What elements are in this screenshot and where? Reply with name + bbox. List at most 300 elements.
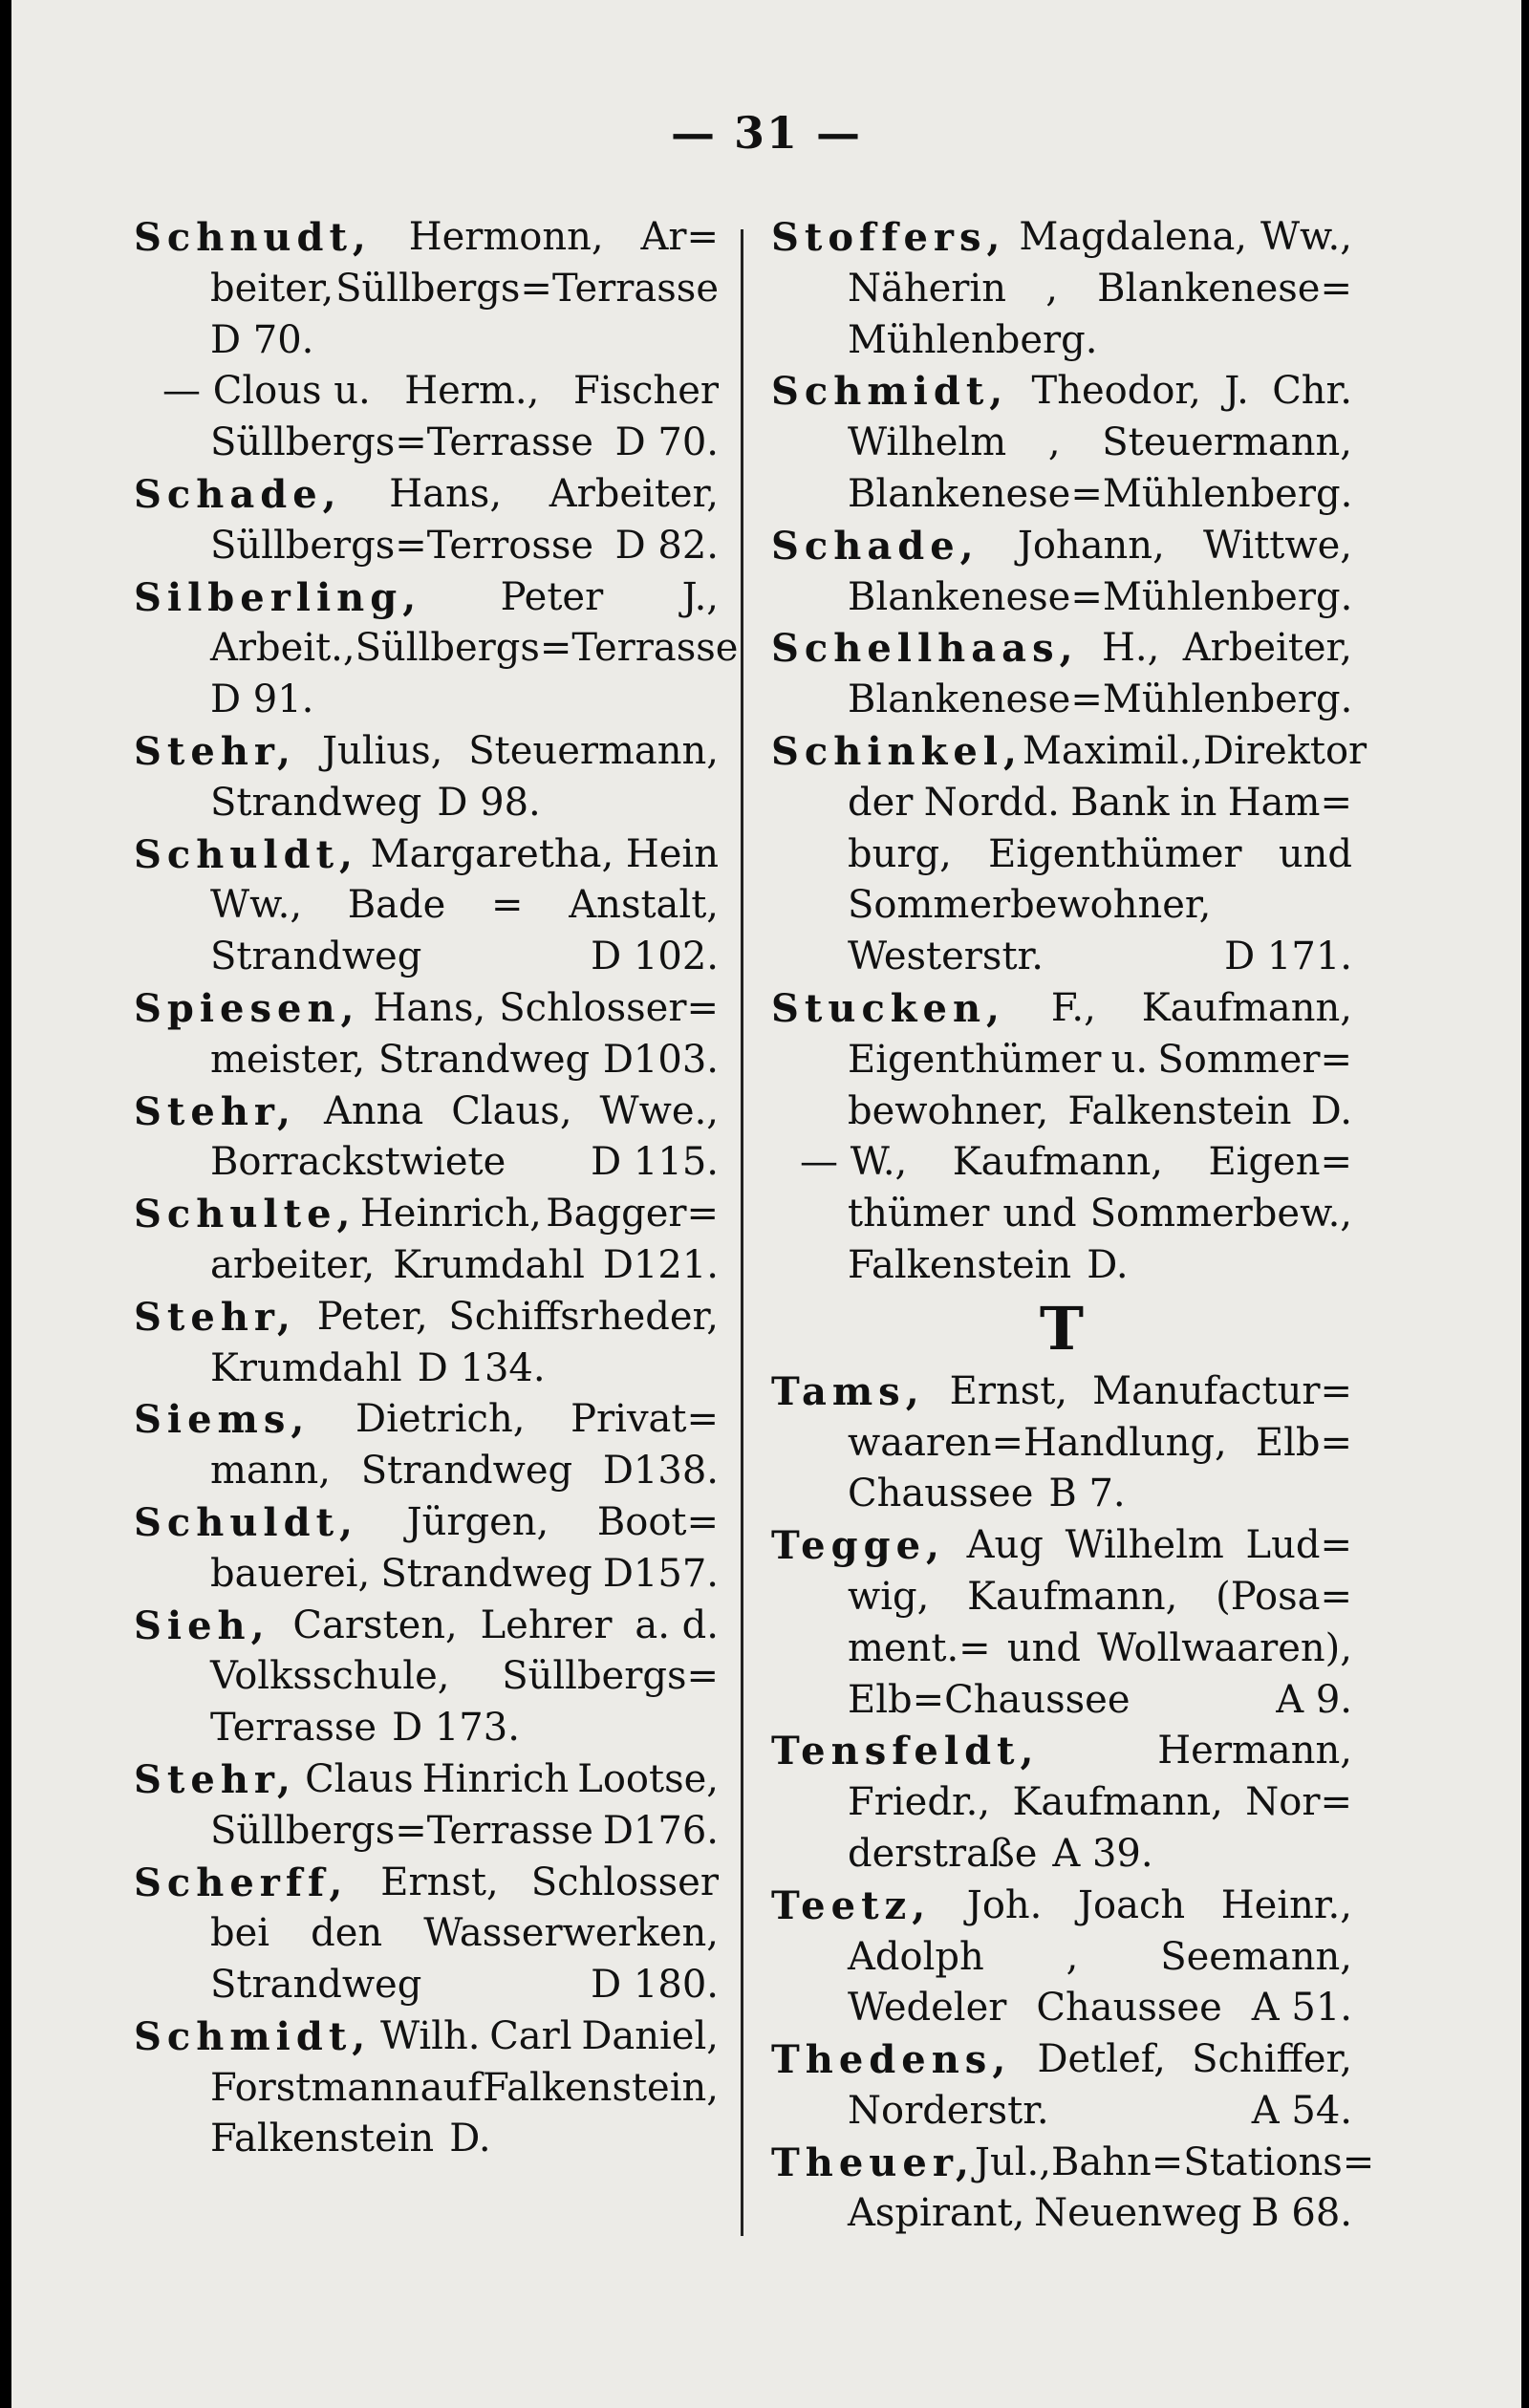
entry-line [771,675,1352,726]
entry-word: Strandweg [210,780,422,825]
entry-word: Schlosser [530,1860,719,1904]
entry-line [134,1651,719,1703]
directory-entry [134,1292,719,1395]
entry-word: Seemann, [1160,1934,1352,1979]
directory-entry [771,521,1352,624]
entry-word: meister, [210,1037,366,1082]
entry-surname: Stehr, [134,728,296,774]
entry-word: F., [1050,985,1096,1030]
entry-word: Joach [1077,1882,1186,1927]
entry-word: wig, [848,1574,930,1619]
entry-line [771,1623,1352,1675]
entry-line [134,572,719,624]
entry-line [134,1549,719,1601]
entry-word: in [1179,780,1217,825]
entry-word: derstraße [848,1831,1038,1876]
entry-line [771,880,1352,932]
entry-word: , [1045,266,1058,311]
entry-line [134,880,719,932]
directory-entry [771,2034,1352,2138]
entry-surname: Sieh, [134,1602,270,1648]
entry-word: Lehrer [480,1602,613,1647]
entry-word: D 70. [210,317,314,362]
entry-word: Elb=Chaussee [848,1677,1131,1722]
entry-word: Lud= [1245,1523,1352,1568]
directory-entry [134,2011,719,2165]
entry-word: Wilh. [379,2013,481,2058]
entry-word: D 180. [591,1963,719,2008]
entry-word: Blankenese=Mühlenberg. [848,471,1353,516]
entry-surname: Scherff, [134,1860,349,1905]
entry-word: Falkenstein [1067,1088,1292,1133]
entry-word: A 54. [1251,2088,1352,2133]
directory-entry [771,726,1367,983]
directory-entry [771,1366,1352,1520]
entry-word: Peter, [316,1294,428,1339]
entry-word: Forstmann [210,2065,420,2110]
entry-line [134,1601,719,1652]
entry-word: = [491,883,524,928]
entry-word: Süllbergs=Terrasse [210,420,593,465]
entry-word: Schlosser= [499,985,719,1030]
entry-word: Borrackstwiete [210,1140,506,1185]
entry-word: Sommerbew., [1089,1192,1352,1236]
entry-word: (Posa= [1216,1574,1352,1619]
entry-line [134,2011,719,2063]
entry-word: D 70. [614,420,719,465]
entry-line [771,623,1352,675]
entry-word: Eigenthümer [848,1037,1102,1082]
directory-entry [134,829,719,983]
entry-line [134,315,719,367]
directory-entry [134,1086,719,1190]
entry-word: Hans, [389,471,503,516]
entry-line [134,1035,719,1086]
right-column [771,212,1375,2240]
entry-line [771,521,1352,572]
entry-word: Theodor, [1031,369,1201,414]
entry-line [134,521,719,572]
entry-line [771,983,1352,1035]
entry-word: , [1066,1934,1079,1979]
entry-surname: Schuldt, [134,1499,358,1545]
directory-entry [771,2138,1375,2241]
entry-word: D 171. [1224,935,1352,979]
entry-surname: Stehr, [134,1088,296,1134]
entry-word: Nor= [1245,1780,1352,1825]
entry-surname: Spiesen, [134,985,360,1031]
entry-line [771,2086,1352,2138]
entry-surname: — Clous u. [162,369,371,414]
entry-word: B 7. [1048,1472,1126,1516]
entry-word: Wilhelm [848,420,1007,465]
entry-word: Aug [966,1523,1044,1568]
entry-word: Herm., [404,369,540,414]
entry-line [771,1572,1352,1623]
entry-word: A 51. [1251,1986,1352,2031]
entry-line [771,212,1352,264]
directory-entry [134,1189,719,1292]
entry-line [134,1394,719,1446]
entry-line [134,1703,719,1754]
entry-line [134,983,719,1035]
entry-word: Daniel, [581,2013,719,2058]
entry-word: Dietrich, [355,1397,526,1442]
entry-line [134,623,739,675]
entry-line [134,1344,719,1395]
entry-word: Kaufmann, [967,1574,1178,1619]
entry-word: Süllbergs= [502,1654,719,1699]
entry-word: Bank [1070,780,1170,825]
entry-line [134,1858,719,1909]
entry-word: Norderstr. [848,2088,1049,2133]
entry-surname: Stoffers, [771,215,1006,260]
entry-word: Jürgen, [406,1499,549,1544]
entry-word: D. [449,2117,491,2161]
entry-line [771,1240,1352,1292]
page-number: — 31 — [670,107,863,159]
entry-word: Falkenstein [210,2117,435,2161]
entry-line [771,1520,1352,1572]
entry-line [771,1137,1352,1189]
entry-word: Hinrich [421,1756,570,1801]
entry-word: bewohner, [848,1088,1049,1133]
entry-line [771,932,1352,983]
directory-entry [134,726,719,829]
entry-surname: Silberling, [134,574,422,620]
entry-word: D 173. [392,1706,520,1751]
entry-line [134,2114,719,2165]
entry-word: Falkenstein [848,1242,1072,1287]
entry-word: Krumdahl [393,1242,585,1287]
entry-word: Strandweg [380,1551,592,1596]
entry-word: D. [1087,1242,1129,1287]
entry-word: Magdalena, [1019,215,1248,259]
entry-line [771,1881,1352,1932]
entry-word: Ham= [1227,780,1352,825]
entry-word: Ernst, [949,1368,1068,1413]
entry-line [771,469,1352,521]
entry-word: Ww., [1260,215,1352,259]
directory-entry [771,1520,1352,1726]
entry-line [771,1366,1352,1418]
entry-word: A 9. [1276,1677,1352,1722]
entry-word: Manufactur= [1092,1368,1352,1413]
entry-word: auf [420,2065,483,2110]
entry-line [134,469,719,521]
entry-word: Blankenese=Mühlenberg. [848,574,1353,619]
entry-line [134,1754,719,1806]
entry-word: Strandweg [210,1963,422,2008]
entry-word: Schiffer, [1192,2037,1352,2082]
entry-word: Westerstr. [848,935,1044,979]
entry-line [771,264,1352,315]
directory-entry [771,623,1352,726]
entry-word: bei [210,1911,270,1956]
entry-word: Carsten, [292,1602,458,1647]
entry-word: Joh. [966,1882,1043,1927]
entry-surname: Tensfeldt, [771,1729,1040,1774]
entry-word: Sommer= [1157,1037,1352,1082]
left-column [134,212,739,2165]
entry-word: Claus, [451,1088,572,1133]
entry-surname: — W., [800,1140,908,1185]
section-letter: T [1039,1293,1085,1364]
entry-word: Steuermann, [468,728,719,773]
entry-word: Blankenese=Mühlenberg. [848,677,1353,722]
entry-line [771,778,1352,829]
directory-entry [134,1601,719,1754]
entry-word: Bade [347,883,446,928]
entry-word: Wollwaaren), [1097,1625,1352,1670]
entry-word: Adolph [848,1934,984,1979]
entry-word: Hans, [373,985,486,1030]
entry-line [134,778,719,829]
entry-word: waaren=Handlung, [848,1420,1227,1465]
section-heading [771,1292,1352,1366]
entry-surname: Tegge, [771,1523,945,1569]
entry-word: Margaretha, [370,831,614,876]
entry-surname: Schade, [134,471,342,517]
entry-word: D. [1310,1088,1352,1133]
entry-word: Arbeit., [210,626,355,671]
entry-word: Mühlenberg. [848,317,1098,362]
entry-word: D138. [602,1449,719,1494]
entry-line [134,212,719,264]
entry-word: Falkenstein, [483,2065,719,2110]
entry-word: mann, [210,1449,332,1494]
entry-word: Steuermann, [1102,420,1352,465]
entry-word: Lootse, [577,1756,719,1801]
entry-word: a. d. [635,1602,719,1647]
entry-line [134,1086,719,1138]
entry-word: Anna [324,1088,424,1133]
directory-entry [771,1137,1352,1291]
entry-line [771,572,1352,624]
entry-word: Boot= [596,1499,719,1544]
entry-line [771,1777,1352,1829]
entry-word: D176. [602,1808,719,1853]
entry-word: Chaussee [1036,1986,1222,2031]
entry-surname: Schnudt, [134,215,372,260]
entry-line [134,1960,719,2011]
entry-word: B 68. [1251,2191,1352,2236]
entry-line [134,2063,719,2115]
entry-word: Wasserwerken, [423,1911,719,1956]
column-divider [741,229,743,2236]
entry-line [134,1497,719,1549]
entry-word: Ww., [210,883,303,928]
entry-line [134,932,719,983]
entry-line [134,1806,719,1858]
entry-word: D 82. [614,523,719,568]
entry-word: D 134. [417,1345,546,1390]
directory-entry [134,572,739,726]
entry-word: Fischer [572,369,719,414]
entry-word: Julius, [321,728,443,773]
entry-word: Strandweg [360,1449,573,1494]
entry-word: Aspirant, [848,2191,1025,2236]
entry-line [771,1829,1352,1881]
entry-word: Hermann, [1157,1729,1352,1774]
entry-line [771,315,1352,367]
entry-word: Bahn=Stations= [1050,2139,1375,2184]
entry-word: Johann, [1017,523,1165,568]
entry-word: D103. [602,1037,719,1082]
entry-word: thümer [848,1192,990,1236]
entry-word: den [311,1911,383,1956]
directory-entry [771,212,1352,366]
entry-line [134,1292,719,1344]
directory-entry [134,366,719,469]
entry-word: D 98. [437,780,541,825]
entry-word: arbeiter, [210,1242,376,1287]
entry-line [134,1240,719,1292]
directory-entry [134,1497,719,1601]
entry-word: Hein [625,831,719,876]
entry-word: Peter [500,574,604,619]
entry-word: Strandweg [377,1037,591,1082]
entry-word: Strandweg [210,935,422,979]
entry-word: D 91. [210,677,314,722]
entry-word: Neuenweg [1034,2191,1242,2236]
entry-line [771,418,1352,469]
entry-word: Näherin [848,266,1006,311]
entry-word: , [1047,420,1061,465]
entry-word: Schiffsrheder, [448,1294,719,1339]
entry-word: Hermonn, [408,215,604,259]
entry-word: Süllbergs=Terrasse [335,266,719,311]
entry-word: Privat= [571,1397,719,1442]
entry-line [134,829,719,881]
entry-surname: Schuldt, [134,831,358,877]
entry-line [771,2138,1375,2189]
entry-word: D 102. [591,935,719,979]
entry-surname: Teetz, [771,1882,932,1928]
entry-surname: Tams, [771,1368,925,1414]
entry-surname: Schmidt, [134,2013,372,2059]
entry-word: Maximil., [1022,728,1203,773]
entry-word: burg, [848,831,952,876]
entry-word: Sommerbewohner, [848,883,1212,928]
entry-word: Direktor [1203,728,1367,773]
directory-entry [134,1754,719,1858]
entry-word: D157. [602,1551,719,1596]
directory-entry [771,983,1352,1137]
entry-line [771,1035,1352,1086]
entry-line [771,2188,1352,2240]
entry-word: Ernst, [380,1860,499,1904]
entry-word: Chaussee [848,1472,1034,1516]
entry-line [771,2034,1352,2086]
entry-word: Chr. [1272,369,1352,414]
entry-line [134,1137,719,1189]
entry-word: Volksschule, [210,1654,450,1699]
entry-word: beiter, [210,266,334,311]
entry-word: Blankenese= [1097,266,1352,311]
entry-line [771,1983,1352,2034]
directory-entry [134,1858,719,2011]
entry-word: Claus [305,1756,414,1801]
entry-line [134,1446,719,1497]
entry-word: Jul., [974,2139,1051,2184]
directory-entry [771,1726,1352,1880]
entry-word: Carl [489,2013,572,2058]
entry-word: der [848,780,914,825]
entry-word: u. [1110,1037,1149,1082]
entry-line [771,1932,1352,1984]
entry-line [771,1418,1352,1470]
entry-word: D121. [602,1242,719,1287]
entry-surname: Thedens, [771,2037,1012,2083]
entry-word: Eigenthümer [988,831,1242,876]
entry-line [771,829,1352,881]
entry-line [134,418,719,469]
page [11,0,1521,2408]
entry-word: Ar= [640,215,719,259]
entry-word: J. [1224,369,1249,414]
directory-entry [771,1881,1352,2034]
entry-word: Nordd. [923,780,1060,825]
directory-entry [134,983,719,1086]
entry-surname: Theuer, [771,2139,975,2185]
entry-line [771,1675,1352,1727]
entry-word: und [1278,831,1352,876]
entry-word: Süllbergs=Terrosse [210,523,594,568]
entry-word: Kaufmann, [1141,985,1352,1030]
entry-word: J., [681,574,719,619]
entry-word: Bagger= [546,1192,719,1236]
entry-line [134,675,719,726]
entry-word: Terrasse [210,1706,377,1751]
entry-line [134,366,719,418]
directory-entry [134,1394,719,1497]
entry-word: ment.= [848,1625,991,1670]
entry-surname: Schellhaas, [771,626,1079,672]
entry-word: D 115. [591,1140,719,1185]
entry-line [134,726,719,778]
entry-line [771,1086,1352,1138]
entry-word: und [1006,1625,1081,1670]
entry-word: Kaufmann, [952,1140,1164,1185]
entry-word: Wedeler [848,1986,1007,2031]
entry-line [771,366,1352,418]
entry-word: H., [1101,626,1160,671]
entry-surname: Schinkel, [771,728,1023,774]
entry-word: Krumdahl [210,1345,402,1390]
entry-word: Kaufmann, [1012,1780,1223,1825]
directory-entry [134,469,719,572]
entry-line [771,1726,1352,1777]
entry-surname: Schulte, [134,1192,356,1237]
entry-line [771,726,1367,778]
entry-line [134,264,719,315]
entry-word: Elb= [1255,1420,1352,1465]
entry-surname: Stehr, [134,1756,296,1802]
entry-word: Süllbergs=Terrasse [355,626,739,671]
directory-entry [134,212,719,366]
entry-surname: Stucken, [771,985,1005,1031]
entry-line [771,1469,1352,1520]
entry-word: Heinr., [1220,1882,1352,1927]
entry-word: Eigen= [1208,1140,1352,1185]
entry-line [771,1189,1352,1240]
entry-word: Arbeiter, [1182,626,1352,671]
entry-word: Friedr., [848,1780,991,1825]
directory-entry [771,366,1352,520]
entry-line [134,1908,719,1960]
entry-word: Detlef, [1037,2037,1166,2082]
